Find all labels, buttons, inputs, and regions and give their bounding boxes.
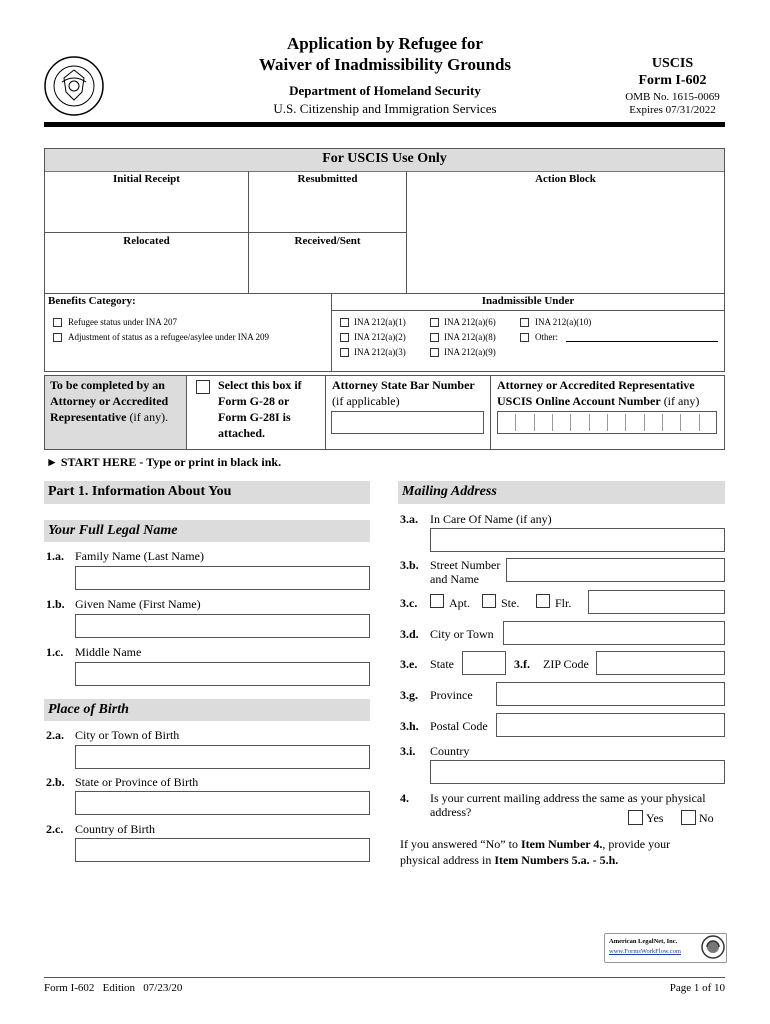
item-3i-number: 3.i.: [400, 744, 416, 758]
initial-receipt-label: Initial Receipt: [113, 173, 180, 185]
item-1b-number: 1.b.: [46, 597, 65, 611]
same-address-question-line1: Is your current mailing address the same as your physical: [430, 791, 706, 805]
city-of-birth-label: City or Town of Birth: [75, 728, 180, 742]
select-box-line2: Form G-28 or: [218, 394, 290, 408]
office-use-title: For USCIS Use Only: [322, 151, 447, 166]
attorney-divider-1: [186, 376, 187, 449]
country-input[interactable]: [430, 760, 725, 784]
item-1a-number: 1.a.: [46, 549, 64, 563]
zip-code-input[interactable]: [596, 651, 725, 675]
department-name: Department of Homeland Security: [289, 83, 481, 98]
item-2c-number: 2.c.: [46, 822, 64, 836]
same-address-yes-checkbox[interactable]: [628, 810, 643, 825]
account-digit-divider: [680, 414, 681, 431]
form-number: Form I-602: [638, 73, 707, 88]
account-digit-divider: [552, 414, 553, 431]
ste-checkbox[interactable]: [482, 594, 496, 608]
ste-label: Ste.: [501, 596, 520, 610]
inadmissible-under-label: Inadmissible Under: [481, 295, 575, 307]
item-4-number: 4.: [400, 791, 409, 805]
ina-10-label: INA 212(a)(10): [535, 317, 592, 327]
item-3f-number: 3.f.: [514, 657, 530, 671]
unit-number-input[interactable]: [588, 590, 725, 614]
bar-number-label-line2: (if applicable): [332, 394, 400, 408]
state-label: State: [430, 657, 454, 671]
ina-6-checkbox[interactable]: [430, 318, 439, 327]
benefit-adjustment-label: Adjustment of status as a refugee/asylee under INA 209: [68, 332, 269, 342]
apt-checkbox[interactable]: [430, 594, 444, 608]
country-of-birth-label: Country of Birth: [75, 822, 155, 836]
country-label: Country: [430, 744, 470, 758]
g28-attached-checkbox[interactable]: [196, 380, 210, 394]
benefit-refugee-checkbox[interactable]: [53, 318, 62, 327]
ina-other-checkbox[interactable]: [520, 333, 529, 342]
page-number: Page 1 of 10: [669, 982, 725, 994]
legalnet-url[interactable]: www.FormsWorkFlow.com: [609, 948, 681, 955]
item-3c-number: 3.c.: [400, 596, 418, 610]
dhs-seal-icon: [44, 56, 104, 116]
header-rule: [44, 122, 725, 127]
family-name-label: Family Name (Last Name): [75, 549, 204, 563]
item-3g-number: 3.g.: [400, 688, 418, 702]
uscis-account-label-line1: Attorney or Accredited Representative: [497, 378, 695, 392]
omb-number: OMB No. 1615-0069: [625, 91, 720, 103]
item-3e-number: 3.e.: [400, 657, 418, 671]
note-text-c: , provide your: [602, 837, 671, 851]
province-input[interactable]: [496, 682, 725, 706]
apt-label: Apt.: [449, 596, 470, 610]
in-care-of-input[interactable]: [430, 528, 725, 552]
office-row-divider: [45, 232, 407, 233]
note-text-a: If you answered “No” to: [400, 837, 521, 851]
account-digit-divider: [644, 414, 645, 431]
relocated-label: Relocated: [123, 235, 170, 247]
ina-8-label: INA 212(a)(8): [444, 332, 496, 342]
account-digit-divider: [589, 414, 590, 431]
benefit-refugee-label: Refugee status under INA 207: [68, 317, 177, 327]
completed-by-line2: Attorney or Accredited: [50, 394, 169, 408]
city-label: City or Town: [430, 627, 494, 641]
same-address-no-checkbox[interactable]: [681, 810, 696, 825]
state-of-birth-label: State or Province of Birth: [75, 775, 199, 789]
item-3a-number: 3.a.: [400, 512, 418, 526]
postal-code-label: Postal Code: [430, 719, 488, 733]
note-text-b: Item Number 4.: [520, 837, 603, 851]
place-of-birth-heading: Place of Birth: [48, 702, 129, 717]
expiration-date: Expires 07/31/2022: [629, 104, 716, 116]
footer-rule: [44, 977, 725, 978]
full-legal-name-heading: Your Full Legal Name: [48, 523, 178, 538]
street-label-line2: and Name: [430, 572, 479, 586]
account-digit-divider: [607, 414, 608, 431]
legalnet-logo-icon: [701, 935, 725, 959]
item-1c-number: 1.c.: [46, 645, 64, 659]
attorney-divider-3: [490, 376, 491, 449]
flr-label: Flr.: [555, 596, 572, 610]
select-box-line1: Select this box if: [218, 378, 302, 392]
account-digit-divider: [515, 414, 516, 431]
flr-checkbox[interactable]: [536, 594, 550, 608]
completed-by-line3-bold: Representative: [50, 410, 127, 424]
middle-name-input[interactable]: [75, 662, 370, 686]
bar-number-label-line1: Attorney State Bar Number: [332, 378, 475, 392]
ina-9-label: INA 212(a)(9): [444, 347, 496, 357]
completed-by-line3: [50, 410, 168, 425]
item-3b-number: 3.b.: [400, 558, 419, 572]
form-title-line1: Application by Refugee for: [287, 34, 483, 53]
account-digit-divider: [662, 414, 663, 431]
item-3h-number: 3.h.: [400, 719, 419, 733]
same-address-question-line2: address?: [430, 805, 472, 819]
ina-1-checkbox[interactable]: [340, 318, 349, 327]
start-here-instruction: ► START HERE - Type or print in black ink.: [46, 455, 282, 469]
uscis-label: USCIS: [651, 56, 694, 71]
same-address-yes-label: Yes: [646, 811, 664, 825]
account-digit-divider: [625, 414, 626, 431]
item-2a-number: 2.a.: [46, 728, 64, 742]
ina-10-checkbox[interactable]: [520, 318, 529, 327]
completed-by-line1: To be completed by an: [50, 378, 165, 392]
account-digit-divider: [534, 414, 535, 431]
item-2b-number: 2.b.: [46, 775, 65, 789]
ina-8-checkbox[interactable]: [430, 333, 439, 342]
bar-number-input[interactable]: [331, 411, 484, 434]
form-edition: Form I-602 Edition 07/23/20: [44, 982, 183, 994]
benefit-adjustment-checkbox[interactable]: [53, 333, 62, 342]
part1-title: Part 1. Information About You: [48, 484, 232, 499]
ina-other-label: Other:: [535, 332, 558, 342]
state-of-birth-input[interactable]: [75, 791, 370, 815]
same-address-no-label: No: [699, 811, 714, 825]
uscis-account-label-bold: USCIS Online Account Number: [497, 394, 661, 408]
mailing-address-heading: Mailing Address: [402, 484, 497, 499]
select-box-line3: Form G-28I is: [218, 410, 291, 424]
ina-3-label: INA 212(a)(3): [354, 347, 406, 357]
form-title-line2: Waiver of Inadmissibility Grounds: [258, 55, 512, 74]
city-of-birth-input[interactable]: [75, 745, 370, 769]
physical-address-note-line1: [400, 837, 670, 852]
ina-1-label: INA 212(a)(1): [354, 317, 406, 327]
attorney-divider-2: [325, 376, 326, 449]
note-text-e: Item Numbers 5.a. - 5.h.: [494, 853, 619, 867]
ina-9-checkbox[interactable]: [430, 348, 439, 357]
note-text-d: physical address in: [400, 853, 495, 867]
in-care-of-label: In Care Of Name (if any): [430, 512, 552, 526]
city-input[interactable]: [503, 621, 725, 645]
ina-2-label: INA 212(a)(2): [354, 332, 406, 342]
zip-code-label: ZIP Code: [543, 657, 589, 671]
family-name-input[interactable]: [75, 566, 370, 590]
resubmitted-label: Resubmitted: [297, 173, 358, 185]
postal-code-input[interactable]: [496, 713, 725, 737]
received-sent-label: Received/Sent: [294, 235, 361, 247]
account-digit-divider: [699, 414, 700, 431]
state-select[interactable]: [462, 651, 506, 675]
middle-name-label: Middle Name: [75, 645, 142, 659]
province-label: Province: [430, 688, 473, 702]
select-box-line4: attached.: [218, 426, 265, 440]
completed-by-line3-normal: (if any).: [126, 410, 169, 424]
uscis-account-label-line2: [497, 394, 699, 409]
ina-6-label: INA 212(a)(6): [444, 317, 496, 327]
account-digit-divider: [570, 414, 571, 431]
agency-name: U.S. Citizenship and Immigration Services: [273, 101, 497, 116]
street-input[interactable]: [506, 558, 725, 582]
given-name-label: Given Name (First Name): [75, 597, 201, 611]
ina-2-checkbox[interactable]: [340, 333, 349, 342]
street-label-line1: Street Number: [430, 558, 501, 572]
given-name-input[interactable]: [75, 614, 370, 638]
uscis-account-label-normal: (if any): [660, 394, 700, 408]
benefits-category-label: Benefits Category:: [48, 295, 136, 307]
action-block-label: Action Block: [535, 173, 596, 185]
ina-other-line[interactable]: [566, 341, 718, 342]
item-3d-number: 3.d.: [400, 627, 419, 641]
legalnet-name: American LegalNet, Inc.: [609, 938, 678, 945]
country-of-birth-input[interactable]: [75, 838, 370, 862]
ina-3-checkbox[interactable]: [340, 348, 349, 357]
physical-address-note-line2: [400, 853, 618, 868]
